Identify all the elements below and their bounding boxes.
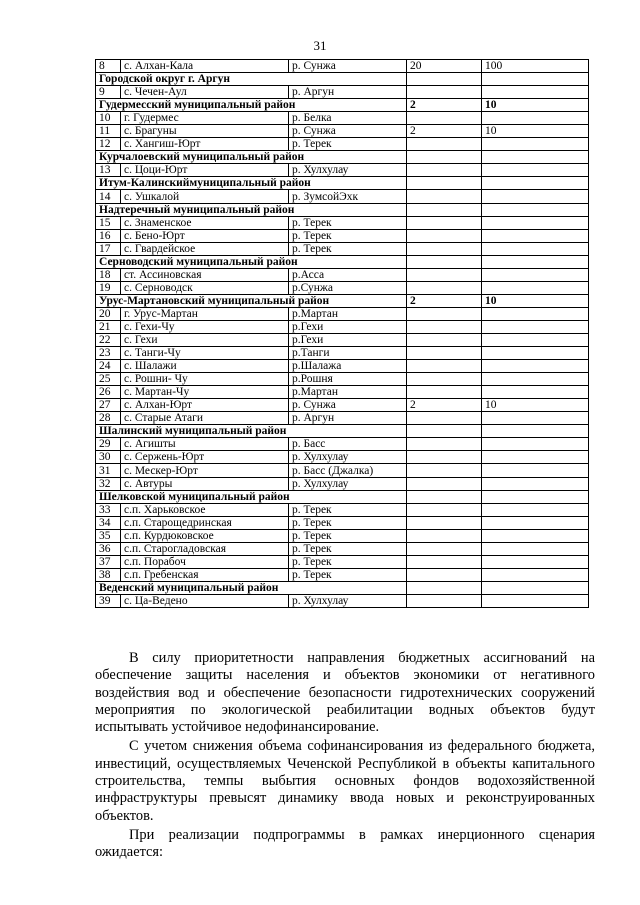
river-name: р. Басс [289,438,407,451]
table-section-row [96,294,589,307]
settlement-name: с. Шалажи [121,360,289,373]
table-section-row [96,255,589,268]
table-row [96,399,589,412]
section-value-2 [482,581,589,594]
settlement-name: ст. Ассиновская [121,268,289,281]
table-row [96,594,589,607]
settlement-name: с. Цоци-Юрт [121,164,289,177]
row-number: 31 [96,464,121,477]
table-row [96,229,589,242]
value-2 [482,320,589,333]
value-1 [407,594,482,607]
value-2 [482,242,589,255]
river-name: р. Аргун [289,86,407,99]
row-number: 19 [96,281,121,294]
value-1 [407,412,482,425]
value-2 [482,451,589,464]
table-row [96,112,589,125]
value-2 [482,307,589,320]
settlement-name: с. Алхан-Юрт [121,399,289,412]
table-row [96,86,589,99]
settlement-name: с. Алхан-Кала [121,60,289,73]
table-row [96,360,589,373]
row-number: 18 [96,268,121,281]
river-name: р. Терек [289,529,407,542]
table-row [96,373,589,386]
settlement-name: с. Знаменское [121,216,289,229]
river-name: р. Терек [289,542,407,555]
section-value-1 [407,490,482,503]
paragraph-3: При реализации подпрограммы в рамках инерционного сценария ожидается: [95,826,595,861]
value-1 [407,386,482,399]
table-row [96,164,589,177]
row-number: 29 [96,438,121,451]
value-2 [482,229,589,242]
river-name: р. Сунжа [289,60,407,73]
settlement-name: с. Чечен-Аул [121,86,289,99]
table-section-row [96,99,589,112]
section-title: Шалинский муниципальный район [96,425,407,438]
value-2 [482,529,589,542]
settlement-name: с. Брагуны [121,125,289,138]
row-number: 24 [96,360,121,373]
value-2 [482,503,589,516]
value-1 [407,86,482,99]
value-2 [482,516,589,529]
section-value-1 [407,425,482,438]
table-row [96,281,589,294]
table-row [96,125,589,138]
section-value-1 [407,73,482,86]
row-number: 30 [96,451,121,464]
river-name: р. Сунжа [289,125,407,138]
row-number: 37 [96,555,121,568]
value-2 [482,360,589,373]
river-name: р. Хулхулау [289,477,407,490]
row-number: 21 [96,320,121,333]
settlement-name: с. Рошни- Чу [121,373,289,386]
value-1 [407,529,482,542]
value-1 [407,164,482,177]
value-2 [482,477,589,490]
value-2 [482,86,589,99]
river-name: р. Терек [289,216,407,229]
river-name: р. Сунжа [289,399,407,412]
section-value-2 [482,151,589,164]
table-section-row [96,73,589,86]
settlement-name: с. Гехи-Чу [121,320,289,333]
table-row [96,529,589,542]
settlement-name: с. Сержень-Юрт [121,451,289,464]
table-row [96,516,589,529]
row-number: 10 [96,112,121,125]
value-1 [407,464,482,477]
settlement-name: с. Хангиш-Юрт [121,138,289,151]
river-name: р.Мартан [289,307,407,320]
settlement-name: с. Серноводск [121,281,289,294]
value-1 [407,333,482,346]
value-1 [407,138,482,151]
section-title: Шелковской муниципальный район [96,490,407,503]
settlements-table [95,59,589,608]
value-1 [407,360,482,373]
value-1 [407,568,482,581]
settlement-name: с. Старые Атаги [121,412,289,425]
value-1 [407,542,482,555]
value-1 [407,307,482,320]
row-number: 39 [96,594,121,607]
section-value-2 [482,490,589,503]
row-number: 27 [96,399,121,412]
row-number: 28 [96,412,121,425]
river-name: р. Терек [289,555,407,568]
settlement-name: с.п. Курдюковское [121,529,289,542]
value-2: 10 [482,399,589,412]
section-value-2: 10 [482,294,589,307]
value-1 [407,268,482,281]
settlement-name: с. Гехи [121,333,289,346]
table-row [96,542,589,555]
row-number: 38 [96,568,121,581]
table-row [96,138,589,151]
row-number: 11 [96,125,121,138]
row-number: 34 [96,516,121,529]
table-row [96,555,589,568]
section-value-1 [407,203,482,216]
river-name: р. Терек [289,229,407,242]
value-2 [482,555,589,568]
river-name: р. Терек [289,516,407,529]
table-section-row [96,151,589,164]
value-1 [407,112,482,125]
value-1 [407,516,482,529]
settlement-name: с. Автуры [121,477,289,490]
section-value-2 [482,177,589,190]
river-name: р.Шалажа [289,360,407,373]
table-row [96,216,589,229]
section-title: Веденский муниципальный район [96,581,407,594]
row-number: 32 [96,477,121,490]
value-2 [482,412,589,425]
section-title: Гудермесский муниципальный район [96,99,407,112]
row-number: 25 [96,373,121,386]
body-text [95,650,595,862]
table-section-row [96,177,589,190]
row-number: 36 [96,542,121,555]
section-value-2: 10 [482,99,589,112]
settlement-name: с. Бено-Юрт [121,229,289,242]
section-value-1: 2 [407,294,482,307]
river-name: р.Рошня [289,373,407,386]
value-2 [482,386,589,399]
settlement-name: с.п. Старогладовская [121,542,289,555]
settlement-name: г. Урус-Мартан [121,307,289,320]
table-row [96,268,589,281]
table-row [96,438,589,451]
river-name: р.Асса [289,268,407,281]
value-2 [482,373,589,386]
settlement-name: с. Мескер-Юрт [121,464,289,477]
settlement-name: г. Гудермес [121,112,289,125]
value-2 [482,268,589,281]
section-title: Итум-Калинскиймуниципальный район [96,177,407,190]
section-value-2 [482,203,589,216]
value-2 [482,164,589,177]
settlement-name: с.п. Порабоч [121,555,289,568]
table-row [96,60,589,73]
value-1 [407,320,482,333]
row-number: 22 [96,333,121,346]
value-1 [407,281,482,294]
value-1 [407,451,482,464]
value-2 [482,333,589,346]
value-1: 2 [407,399,482,412]
value-1 [407,216,482,229]
settlement-name: с. Агишты [121,438,289,451]
row-number: 15 [96,216,121,229]
table-row [96,568,589,581]
table-row [96,386,589,399]
paragraph-2: С учетом снижения объема софинансирования из федерального бюджета, инвестиций, осуществляемых Чеченской Республикой в объекты капитального строительства, темпы выбытия основных фондов водохозяйственной инфраструктуры превысят динамику ввода новых и реконструированных объектов. [95,738,595,824]
river-name: р. Белка [289,112,407,125]
section-title: Курчалоевский муниципальный район [96,151,407,164]
value-2 [482,112,589,125]
row-number: 26 [96,386,121,399]
section-title: Урус-Мартановский муниципальный район [96,294,407,307]
table-body [96,60,589,608]
row-number: 16 [96,229,121,242]
table-row [96,503,589,516]
value-2 [482,347,589,360]
river-name: р.Мартан [289,386,407,399]
paragraph-1: В силу приоритетности направления бюджетных ассигнований на обеспечение защиты населения и объектов экономики от негативного воздействия вод и обеспечение безопасности гидротехнических сооружений мероприятия по экологической реабилитации водных объектов будут испытывать устойчивое недофинансирование. [95,650,595,736]
value-1 [407,438,482,451]
page-number: 31 [313,38,327,53]
table-row [96,242,589,255]
section-value-2 [482,425,589,438]
value-2 [482,594,589,607]
settlement-name: с. Ушкалой [121,190,289,203]
row-number: 8 [96,60,121,73]
value-1 [407,229,482,242]
river-name: р.Танги [289,347,407,360]
value-2 [482,464,589,477]
table-row [96,320,589,333]
section-value-2 [482,73,589,86]
value-2 [482,281,589,294]
section-value-2 [482,255,589,268]
value-2: 100 [482,60,589,73]
value-1 [407,373,482,386]
section-value-1 [407,177,482,190]
table-section-row [96,203,589,216]
row-number: 12 [96,138,121,151]
value-1 [407,555,482,568]
value-2 [482,438,589,451]
row-number: 13 [96,164,121,177]
river-name: р. Терек [289,138,407,151]
settlement-name: с.п. Старощедринская [121,516,289,529]
table-row [96,451,589,464]
table-section-row [96,581,589,594]
row-number: 17 [96,242,121,255]
table-row [96,307,589,320]
river-name: р. Терек [289,242,407,255]
value-2 [482,542,589,555]
river-name: р. Басс (Джалка) [289,464,407,477]
table-row [96,477,589,490]
river-name: р. Хулхулау [289,451,407,464]
value-2 [482,190,589,203]
table-section-row [96,425,589,438]
section-value-1 [407,581,482,594]
river-name: р. ЗумсойЭхк [289,190,407,203]
value-1 [407,190,482,203]
section-value-1: 2 [407,99,482,112]
value-1 [407,477,482,490]
settlement-name: с. Мартан-Чу [121,386,289,399]
river-name: р. Хулхулау [289,164,407,177]
river-name: р.Гехи [289,333,407,346]
value-1: 20 [407,60,482,73]
table-row [96,190,589,203]
row-number: 35 [96,529,121,542]
value-1: 2 [407,125,482,138]
table-row [96,464,589,477]
table-row [96,412,589,425]
river-name: р. Терек [289,503,407,516]
river-name: р.Гехи [289,320,407,333]
settlement-name: с. Танги-Чу [121,347,289,360]
value-2: 10 [482,125,589,138]
value-2 [482,138,589,151]
section-title: Городской округ г. Аргун [96,73,407,86]
river-name: р. Аргун [289,412,407,425]
value-1 [407,242,482,255]
row-number: 23 [96,347,121,360]
section-title: Надтеречный муниципальный район [96,203,407,216]
river-name: р.Сунжа [289,281,407,294]
row-number: 33 [96,503,121,516]
table-row [96,333,589,346]
section-value-1 [407,151,482,164]
row-number: 14 [96,190,121,203]
settlement-name: с.п. Харьковское [121,503,289,516]
table-row [96,347,589,360]
row-number: 9 [96,86,121,99]
value-1 [407,503,482,516]
settlement-name: с. Гвардейское [121,242,289,255]
river-name: р. Хулхулау [289,594,407,607]
settlement-name: с. Ца-Ведено [121,594,289,607]
value-2 [482,216,589,229]
table-section-row [96,490,589,503]
row-number: 20 [96,307,121,320]
section-value-1 [407,255,482,268]
value-2 [482,568,589,581]
section-title: Серноводский муниципальный район [96,255,407,268]
value-1 [407,347,482,360]
river-name: р. Терек [289,568,407,581]
settlement-name: с.п. Гребенская [121,568,289,581]
